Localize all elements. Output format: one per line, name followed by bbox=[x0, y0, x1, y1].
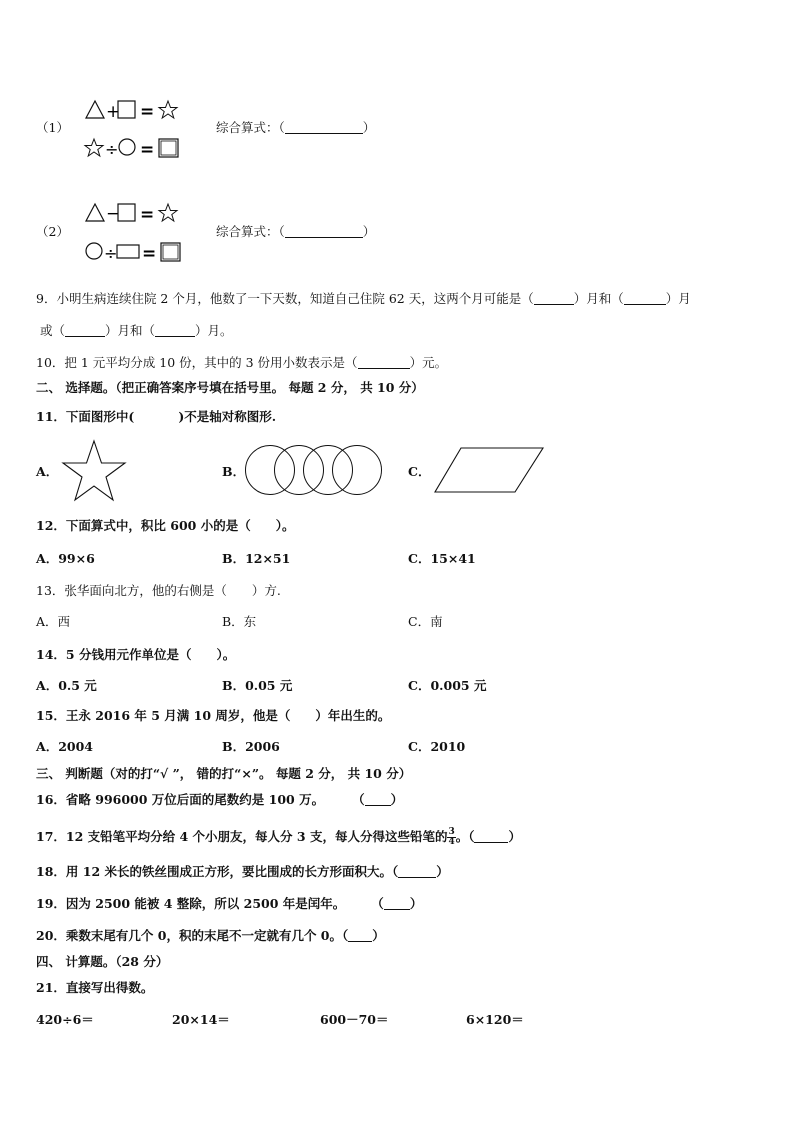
q9-blank-2[interactable] bbox=[624, 292, 666, 305]
eq2-label: （2） bbox=[36, 224, 69, 239]
triangle-icon bbox=[86, 204, 104, 221]
q21-item-3[interactable]: 600－70＝ bbox=[320, 1012, 389, 1027]
q10-text-2: ）元。 bbox=[409, 355, 448, 370]
q10 bbox=[36, 355, 447, 371]
circle-icon bbox=[119, 139, 135, 155]
eq2-answer bbox=[216, 224, 375, 240]
q11-stem bbox=[36, 409, 276, 425]
q9-line1 bbox=[36, 291, 691, 307]
q16-text: 16．省略 996000 万位后面的尾数约是 100 万。 bbox=[36, 792, 325, 807]
q17-close: ） bbox=[508, 829, 521, 844]
eq2-line2 bbox=[84, 240, 184, 264]
q18-text: 18．用 12 米长的铁丝围成正方形，要比围成的长方形面积大。（ bbox=[36, 864, 399, 879]
q17 bbox=[36, 828, 521, 847]
circle-icon bbox=[86, 243, 102, 259]
q15-option-c[interactable]: C．2010 bbox=[408, 739, 466, 754]
q9-blank-3[interactable] bbox=[65, 324, 105, 337]
eq1-plus-sign: + bbox=[106, 102, 121, 122]
eq1-label: （1） bbox=[36, 120, 69, 135]
q17-text: 17．12 支铅笔平均分给 4 个小朋友，每人分 3 支，每人分得这些铅笔的 bbox=[36, 829, 448, 844]
q11-option-c[interactable]: C． bbox=[408, 464, 431, 479]
q19-close: ） bbox=[409, 896, 423, 911]
q9-text-3: ）月 bbox=[665, 291, 691, 306]
square-icon bbox=[118, 101, 135, 118]
q18-close: ） bbox=[436, 864, 449, 879]
star-icon bbox=[159, 204, 177, 221]
q17-fraction bbox=[447, 828, 455, 847]
q9-blank-1[interactable] bbox=[534, 292, 574, 305]
q10-text-1: 10．把 1 元平均分成 10 份，其中的 3 份用小数表示是（ bbox=[36, 355, 358, 370]
eq1-line1 bbox=[84, 98, 184, 122]
q15-stem: 15．王永 2016 年 5 月满 10 周岁，他是（ ）年出生的。 bbox=[36, 708, 391, 723]
q14-stem: 14．5 分钱用元作单位是（ ）。 bbox=[36, 647, 236, 662]
q10-blank[interactable] bbox=[358, 356, 410, 369]
eq1-answer-blank[interactable] bbox=[285, 121, 363, 134]
q11-text-2: )不是轴对称图形. bbox=[178, 409, 277, 424]
q9-line2 bbox=[40, 323, 233, 339]
q12-option-c[interactable]: C．15×41 bbox=[408, 551, 476, 566]
q11-option-a[interactable]: A． bbox=[36, 464, 59, 479]
star-icon bbox=[159, 101, 177, 118]
section-2-heading: 二、 选择题。（把正确答案序号填在括号里。 每题 2 分， 共 10 分） bbox=[36, 380, 424, 395]
q20-close: ） bbox=[372, 928, 385, 943]
q11-text-1: 11．下面图形中( bbox=[36, 409, 135, 424]
q18 bbox=[36, 864, 449, 880]
eq2-answer-blank[interactable] bbox=[285, 225, 363, 238]
square-icon bbox=[159, 139, 178, 157]
triangle-icon bbox=[86, 101, 104, 118]
q21-item-2[interactable]: 20×14＝ bbox=[172, 1012, 230, 1027]
q17-blank[interactable] bbox=[474, 830, 508, 843]
q9-text-1: 9．小明生病连续住院 2 个月，他数了一下天数，知道自己住院 62 天，这两个月可能是（ bbox=[36, 291, 534, 306]
q20-blank[interactable] bbox=[348, 929, 372, 942]
parallelogram-icon bbox=[433, 446, 545, 494]
q16 bbox=[36, 792, 403, 808]
eq2-line1 bbox=[84, 201, 184, 225]
eq2-equals-sign: = bbox=[140, 205, 155, 225]
q19-text: 19．因为 2500 能被 4 整除，所以 2500 年是闰年。 bbox=[36, 896, 346, 911]
section-4-heading: 四、 计算题。（28 分） bbox=[36, 954, 169, 969]
q11-option-b[interactable]: B． bbox=[222, 464, 246, 479]
q20 bbox=[36, 928, 385, 944]
q19-blank[interactable] bbox=[384, 897, 410, 910]
eq2-minus-sign: − bbox=[106, 204, 121, 224]
q16-open: （ bbox=[352, 792, 365, 807]
q16-blank[interactable] bbox=[365, 793, 391, 806]
q17-denominator: 4 bbox=[448, 837, 455, 847]
q12-option-b[interactable]: B．12×51 bbox=[222, 551, 291, 566]
q16-close: ） bbox=[390, 792, 404, 807]
q15-option-b[interactable]: B．2006 bbox=[222, 739, 280, 754]
q21-stem: 21．直接写出得数。 bbox=[36, 980, 154, 995]
square-icon bbox=[118, 204, 135, 221]
q12-option-a[interactable]: A．99×6 bbox=[36, 551, 95, 566]
eq2-equals-sign-2: = bbox=[142, 244, 157, 264]
q13-option-b[interactable]: B．东 bbox=[222, 614, 257, 629]
q21-item-1[interactable]: 420÷6＝ bbox=[36, 1012, 94, 1027]
q12-stem: 12．下面算式中，积比 600 小的是（ ）。 bbox=[36, 518, 295, 533]
q17-open: 。（ bbox=[455, 829, 475, 844]
q13-option-c[interactable]: C．南 bbox=[408, 614, 443, 629]
q9-blank-4[interactable] bbox=[155, 324, 195, 337]
eq1-divide-sign: ÷ bbox=[105, 140, 119, 159]
square-icon bbox=[161, 243, 180, 261]
q9-text-4: 或（ bbox=[40, 323, 66, 338]
eq2-answer-label: 综合算式： bbox=[216, 224, 279, 239]
square-icon-inner bbox=[161, 141, 176, 155]
eq1-equals-sign: = bbox=[140, 102, 155, 122]
q13-stem: 13．张华面向北方，他的右侧是（ ）方. bbox=[36, 583, 281, 598]
star-icon bbox=[85, 139, 103, 156]
q17-numerator: 3 bbox=[448, 827, 455, 837]
eq1-answer-label: 综合算式： bbox=[216, 120, 279, 135]
q9-text-2: ）月和（ bbox=[573, 291, 624, 306]
q14-option-c[interactable]: C．0.005 元 bbox=[408, 678, 487, 693]
eq1-answer-open: （ bbox=[278, 120, 285, 135]
four-circles-icon bbox=[243, 444, 385, 496]
eq1-answer bbox=[216, 120, 375, 136]
star-shape-icon bbox=[62, 439, 128, 503]
section-3-heading: 三、 判断题（对的打“√ ”， 错的打“×”。 每题 2 分， 共 10 分） bbox=[36, 766, 412, 781]
q9-text-5: ）月和（ bbox=[105, 323, 156, 338]
eq2-answer-close: ） bbox=[362, 224, 376, 239]
eq1-line2 bbox=[84, 136, 184, 160]
q19-open: （ bbox=[371, 896, 384, 911]
q13-option-a[interactable]: A．西 bbox=[36, 614, 71, 629]
rectangle-icon bbox=[117, 245, 139, 258]
q20-text: 20．乘数末尾有几个 0，积的末尾不一定就有几个 0。（ bbox=[36, 928, 349, 943]
square-icon-inner bbox=[163, 245, 178, 259]
eq1-answer-close: ） bbox=[362, 120, 376, 135]
q14-option-a[interactable]: A．0.5 元 bbox=[36, 678, 97, 693]
q18-blank[interactable] bbox=[398, 865, 436, 878]
eq2-answer-open: （ bbox=[278, 224, 285, 239]
q21-item-4[interactable]: 6×120＝ bbox=[466, 1012, 524, 1027]
q15-option-a[interactable]: A．2004 bbox=[36, 739, 93, 754]
q19 bbox=[36, 896, 422, 912]
q9-text-6: ）月。 bbox=[195, 323, 233, 338]
q14-option-b[interactable]: B．0.05 元 bbox=[222, 678, 293, 693]
eq1-equals-sign-2: = bbox=[140, 140, 155, 160]
eq2-divide-sign: ÷ bbox=[104, 244, 118, 263]
